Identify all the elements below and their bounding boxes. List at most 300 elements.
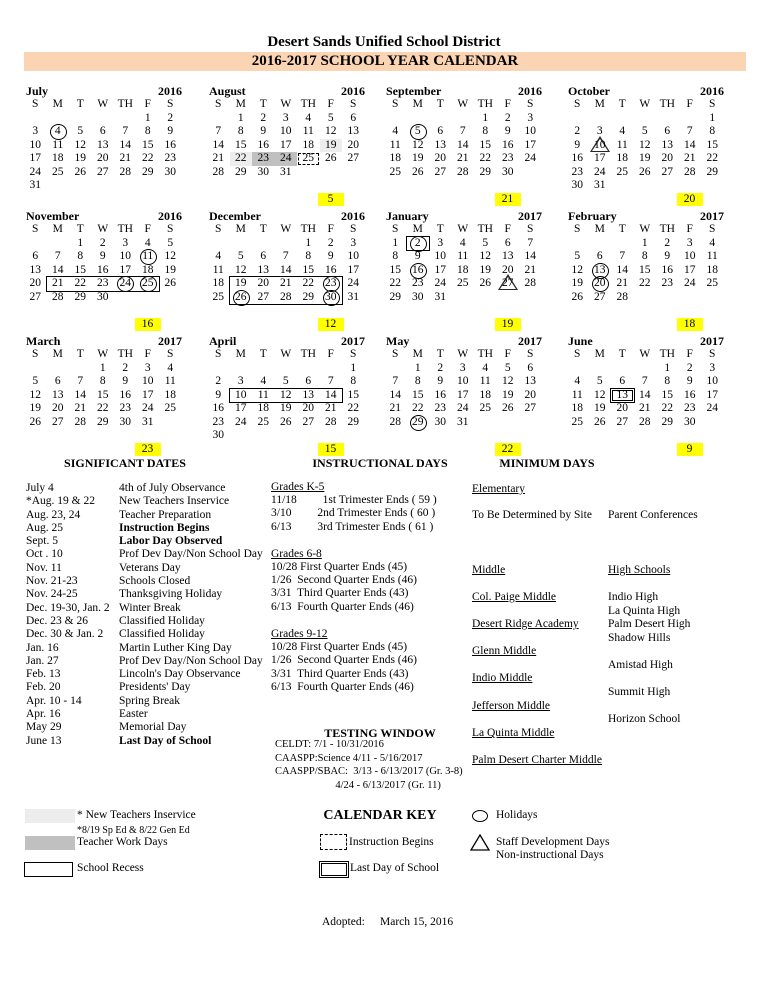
weekday-header: W (280, 348, 292, 360)
empty-cell (207, 362, 230, 376)
day-cell: 20 (502, 263, 514, 276)
day-cell: 29 (235, 165, 247, 178)
day-cell: 16 (97, 263, 109, 276)
month-header (384, 84, 542, 98)
empty-cell (159, 179, 182, 193)
day-cell: 13 (524, 375, 536, 387)
day-cell: 28 (389, 415, 401, 428)
day-cell: 6 (99, 125, 106, 137)
day-cell: 17 (524, 138, 536, 151)
day-cell: 16 (571, 152, 583, 164)
day-cell: 23 (684, 402, 696, 414)
significant-date: Jan. 27 (26, 654, 59, 667)
month-header (566, 84, 724, 98)
day-cell: 7 (282, 250, 289, 262)
day-cell: 27 (302, 415, 314, 428)
month-name: February (568, 209, 617, 223)
significant-event: Labor Day Observed (119, 535, 223, 548)
day-cell: 22 (97, 402, 109, 414)
day-cell: 12 (325, 125, 337, 137)
day-cell: 4 (215, 250, 222, 262)
day-cell: 3 (282, 111, 289, 124)
empty-cell (429, 112, 452, 126)
day-cell: 9 (215, 388, 222, 401)
week-row (24, 112, 182, 126)
month-header (24, 84, 182, 98)
weekday-header: S (350, 98, 357, 110)
significant-date-row (26, 721, 263, 734)
significant-event: Spring Break (119, 694, 181, 707)
day-cell: 1 (99, 361, 106, 374)
day-cell: 23 (212, 415, 224, 428)
week-row (24, 237, 182, 251)
significant-event: Easter (119, 708, 148, 721)
day-cell: 15 (97, 388, 109, 401)
day-cell: 22 (706, 152, 718, 164)
day-cell: 3 (596, 125, 603, 137)
day-grid (207, 348, 365, 443)
day-cell: 13 (52, 388, 64, 401)
week-row (566, 362, 724, 376)
day-cell: 22 (230, 152, 253, 166)
calendar-key-title: CALENDAR KEY (323, 808, 437, 823)
empty-cell (275, 237, 298, 251)
week-row (207, 152, 365, 166)
significant-date: Feb. 13 (26, 668, 61, 681)
day-cell: 12 (594, 388, 606, 401)
week-row (24, 152, 182, 166)
month-april (207, 334, 365, 455)
day-cell: 4 (482, 361, 489, 374)
day-cell: 30 (320, 291, 343, 305)
day-cell: 15 (706, 138, 718, 151)
month-header (207, 334, 365, 348)
high-school: Shadow Hills (608, 632, 671, 644)
day-cell: 9 (664, 250, 671, 262)
day-cell: 29 (142, 165, 154, 178)
significant-date: Apr. 10 - 14 (26, 694, 82, 707)
day-cell: 9 (260, 125, 267, 137)
day-cell: 13 (589, 264, 612, 278)
day-cell: 22 (479, 152, 491, 164)
group-heading: Grades 6-8 (271, 547, 322, 560)
day-cell: 17 (29, 152, 41, 164)
day-cell: 18 (257, 402, 269, 414)
instructional-days-title: INSTRUCTIONAL DAYS (312, 456, 448, 470)
week-row (207, 237, 365, 251)
day-cell: 11 (571, 388, 583, 401)
teacher-work-days-swatch (25, 836, 75, 850)
day-cell: 2 (504, 111, 511, 124)
high-school: Amistad High (608, 659, 673, 671)
school-recess-swatch (24, 862, 73, 877)
day-cell: 16 (434, 388, 446, 401)
empty-cell (320, 362, 343, 376)
day-cell: 9 (504, 125, 511, 137)
group-line: 3/31 Third Quarter Ends (43) (271, 587, 409, 600)
weekday-header: S (574, 348, 581, 360)
day-cell: 6 (350, 111, 357, 124)
significant-date: Jan. 16 (26, 641, 59, 654)
day-cell: 21 (639, 402, 651, 414)
weekday-header: F (144, 98, 151, 110)
significant-date-row (26, 695, 263, 708)
month-june (566, 334, 724, 455)
day-cell: 25 (52, 165, 64, 178)
day-cell: 5 (327, 111, 334, 124)
day-cell: 24 (275, 152, 298, 166)
significant-date-row (26, 655, 263, 668)
week-row (207, 112, 365, 126)
day-cell: 15 (412, 388, 424, 401)
day-cell: 19 (412, 152, 424, 164)
empty-cell (634, 362, 657, 376)
empty-cell (589, 112, 612, 126)
group-line: 11/18 1st Trimester Ends ( 59 ) (271, 494, 437, 506)
day-cell: 18 (52, 152, 64, 164)
middle-school: Desert Ridge Academy (472, 618, 579, 630)
day-cell: 2 (260, 111, 267, 124)
day-cell: 5 (596, 375, 603, 387)
day-cell: 13 (29, 263, 41, 276)
empty-cell (137, 179, 160, 193)
empty-cell (701, 179, 724, 193)
week-row (207, 429, 365, 443)
day-cell: 9 (122, 375, 129, 387)
significant-event: Last Day of School (119, 734, 212, 747)
day-cell: 19 (502, 388, 514, 401)
day-cell: 16 (212, 402, 224, 414)
weekday-header: S (392, 223, 399, 235)
significant-event: Instruction Begins (119, 521, 210, 534)
day-cell: 30 (212, 429, 224, 441)
weekday-header: M (412, 348, 423, 360)
day-cell: 22 (74, 277, 86, 289)
key-instruction-begins: Instruction Begins (349, 836, 434, 848)
empty-cell (47, 362, 70, 376)
day-cell: 11 (137, 250, 160, 264)
week-row (24, 362, 182, 376)
empty-cell (679, 291, 702, 305)
day-cell: 26 (164, 277, 176, 289)
day-cell: 17 (142, 388, 154, 401)
weekday-header-row (24, 98, 182, 112)
day-cell: 14 (280, 263, 292, 276)
empty-cell (114, 291, 137, 305)
day-cell: 28 (212, 165, 224, 178)
day-cell: 14 (684, 138, 696, 151)
week-row (24, 264, 182, 278)
group-heading: Grades K-5 (271, 481, 325, 493)
day-cell: 29 (347, 415, 359, 428)
weekday-header-row (566, 223, 724, 237)
high-school: La Quinta High (608, 605, 681, 617)
day-cell: 23 (119, 402, 131, 414)
day-cell: 31 (142, 415, 154, 428)
significant-date-row (26, 575, 263, 588)
month-name: November (26, 209, 80, 223)
day-cell: 30 (412, 290, 424, 303)
empty-cell (566, 112, 589, 126)
staff-development-triangle-icon (470, 834, 490, 851)
week-row (384, 389, 542, 403)
significant-date: Sept. 5 (26, 535, 58, 548)
key-staff-dev-1: Staff Development Days (496, 836, 610, 848)
day-cell: 24 (114, 277, 137, 291)
day-cell: 2 (167, 111, 174, 124)
day-cell: 2 (122, 361, 129, 374)
day-cell: 27 (616, 415, 628, 428)
month-header (207, 84, 365, 98)
day-grid (384, 348, 542, 429)
day-cell: 11 (706, 250, 718, 262)
weekday-header: M (235, 223, 246, 235)
day-cell: 8 (77, 250, 84, 262)
empty-cell (252, 429, 275, 443)
day-cell: 18 (706, 263, 718, 276)
testing-line: CAASPP:Science 4/11 - 5/16/2017 (275, 752, 423, 764)
significant-date: *Aug. 19 & 22 (26, 495, 95, 508)
weekday-header: F (144, 348, 151, 360)
empty-cell (114, 179, 137, 193)
week-row (24, 125, 182, 139)
week-row (384, 112, 542, 126)
day-cell: 13 (302, 388, 314, 401)
day-cell: 3 (686, 236, 693, 249)
day-cell: 7 (641, 375, 648, 387)
empty-cell (47, 179, 70, 193)
week-row (566, 277, 724, 291)
weekday-header-row (207, 348, 365, 362)
day-cell: 10 (457, 375, 469, 387)
day-cell: 17 (434, 263, 446, 276)
day-cell: 15 (661, 388, 673, 401)
day-cell: 16 (407, 264, 430, 278)
week-row (384, 250, 542, 264)
month-name: October (568, 84, 610, 98)
instructional-day-count: 5 (318, 193, 344, 206)
empty-cell (656, 291, 679, 305)
weekday-header: T (259, 348, 267, 360)
high-school: Indio High (608, 591, 659, 603)
week-row (207, 250, 365, 264)
elementary-heading: Elementary (472, 483, 526, 495)
day-cell: 19 (29, 402, 41, 414)
week-row (566, 389, 724, 403)
month-july (24, 84, 182, 193)
middle-school: Indio Middle (472, 672, 533, 684)
empty-cell (497, 291, 520, 305)
day-cell: 8 (392, 250, 399, 262)
day-cell: 9 (686, 375, 693, 387)
day-cell: 2 (215, 375, 222, 387)
day-cell: 12 (29, 388, 41, 401)
day-cell: 18 (389, 152, 401, 164)
day-cell: 13 (502, 250, 514, 262)
instructional-day-count: 21 (495, 193, 521, 206)
day-cell: 27 (497, 277, 520, 291)
significant-date: May 29 (26, 721, 62, 734)
instructional-day-count: 22 (495, 443, 521, 456)
day-cell: 26 (639, 165, 651, 178)
day-cell: 13 (347, 125, 359, 137)
day-cell: 21 (280, 277, 292, 289)
testing-window-title: TESTING WINDOW (324, 726, 436, 740)
week-row (207, 416, 365, 430)
day-cell: 15 (389, 263, 401, 276)
month-name: September (386, 84, 442, 98)
day-cell: 14 (74, 388, 86, 401)
day-cell: 24 (142, 402, 154, 414)
day-cell: 24 (434, 277, 446, 289)
empty-cell (230, 237, 253, 251)
day-cell: 14 (325, 388, 337, 401)
day-cell: 6 (504, 236, 511, 249)
weekday-header: F (504, 348, 511, 360)
day-cell: 3 (237, 375, 244, 387)
middle-school: La Quinta Middle (472, 727, 555, 739)
day-cell: 5 (641, 125, 648, 137)
week-row (566, 112, 724, 126)
day-cell: 23 (412, 277, 424, 289)
weekday-header: W (639, 223, 651, 235)
month-year: 2017 (518, 334, 542, 348)
empty-cell (297, 362, 320, 376)
group-line: 6/13 Fourth Quarter Ends (46) (271, 680, 414, 693)
empty-cell (474, 416, 497, 430)
day-cell: 16 (684, 388, 696, 401)
day-cell: 8 (641, 250, 648, 262)
significant-date: Aug. 25 (26, 521, 64, 534)
day-cell: 24 (524, 152, 536, 164)
day-cell: 10 (524, 125, 536, 137)
significant-date: Oct . 10 (26, 548, 63, 561)
significant-event: Schools Closed (119, 575, 191, 588)
day-cell: 22 (412, 402, 424, 414)
day-cell: 29 (407, 416, 430, 430)
significant-date-row (26, 562, 263, 575)
day-cell: 30 (502, 165, 514, 178)
day-cell: 25 (479, 402, 491, 414)
significant-date-row (26, 708, 263, 721)
significant-date-row (26, 509, 263, 522)
day-cell: 1 (709, 111, 716, 124)
weekday-header: M (594, 348, 605, 360)
weekday-header: M (235, 98, 246, 110)
empty-cell (92, 112, 115, 126)
significant-event: New Teachers Inservice (119, 495, 230, 508)
day-cell: 5 (237, 250, 244, 262)
day-cell: 21 (74, 402, 86, 414)
day-cell: 10 (29, 138, 41, 151)
day-cell: 25 (212, 290, 224, 303)
day-cell: 21 (212, 152, 224, 164)
weekday-header: S (167, 98, 174, 110)
empty-cell (69, 179, 92, 193)
weekday-header: TH (300, 348, 316, 360)
day-cell: 4 (47, 125, 70, 139)
day-cell: 26 (74, 165, 86, 178)
empty-cell (114, 112, 137, 126)
day-cell: 12 (639, 138, 651, 151)
weekday-header: S (32, 348, 39, 360)
day-cell: 4 (574, 375, 581, 387)
day-cell: 27 (661, 165, 673, 178)
day-cell: 1 (641, 236, 648, 249)
day-cell: 11 (457, 250, 469, 262)
day-cell: 29 (661, 415, 673, 428)
day-cell: 8 (414, 375, 421, 387)
day-cell: 26 (29, 415, 41, 428)
day-cell: 23 (434, 402, 446, 414)
day-cell: 27 (97, 165, 109, 178)
parent-conferences: Parent Conferences (608, 509, 698, 521)
month-november (24, 209, 182, 330)
day-cell: 2 (407, 237, 430, 251)
key-new-teachers-note: *8/19 Sp Ed & 8/22 Gen Ed (77, 825, 190, 836)
week-row (566, 375, 724, 389)
significant-date-row (26, 602, 263, 615)
weekday-header: TH (477, 98, 493, 110)
key-last-day: Last Day of School (350, 862, 440, 874)
day-cell: 10 (347, 250, 359, 262)
day-cell: 4 (709, 236, 716, 249)
adopted-date: March 15, 2016 (380, 916, 454, 928)
weekday-header: T (436, 223, 444, 235)
day-cell: 30 (97, 290, 109, 303)
day-cell: 24 (235, 415, 247, 428)
week-row (384, 416, 542, 430)
calendar-title-banner: 2016-2017 SCHOOL YEAR CALENDAR (24, 52, 746, 71)
key-holidays: Holidays (496, 809, 538, 821)
empty-cell (320, 429, 343, 443)
weekday-header: W (280, 223, 292, 235)
day-cell: 6 (619, 375, 626, 387)
minimum-days-title: MINIMUM DAYS (499, 456, 595, 470)
day-cell: 6 (664, 125, 671, 137)
weekday-header: S (574, 223, 581, 235)
month-header (384, 334, 542, 348)
day-cell: 9 (437, 375, 444, 387)
significant-event: Thanksgiving Holiday (119, 588, 223, 601)
significant-date: Dec. 23 & 26 (26, 614, 88, 627)
day-cell: 20 (97, 152, 109, 164)
day-cell: 12 (479, 250, 491, 262)
month-name: April (209, 334, 237, 348)
day-cell: 29 (302, 290, 314, 303)
weekday-header: F (504, 223, 511, 235)
day-cell: 3 (144, 361, 151, 374)
day-cell: 13 (611, 389, 634, 403)
day-cell: 6 (305, 375, 312, 387)
weekday-header: M (594, 223, 605, 235)
testing-window-list (275, 738, 463, 792)
day-cell: 11 (212, 263, 224, 276)
day-cell: 9 (574, 138, 581, 151)
day-cell: 15 (479, 138, 491, 151)
week-row (207, 389, 365, 403)
weekday-header-row (566, 98, 724, 112)
empty-cell (589, 237, 612, 251)
instructional-day-count: 16 (135, 318, 161, 331)
instructional-day-count: 15 (318, 443, 344, 456)
weekday-header: F (327, 348, 334, 360)
day-cell: 14 (639, 388, 651, 401)
weekday-header: S (215, 348, 222, 360)
empty-cell (589, 362, 612, 376)
significant-date: Nov. 21-23 (26, 575, 78, 588)
day-cell: 7 (327, 375, 334, 387)
